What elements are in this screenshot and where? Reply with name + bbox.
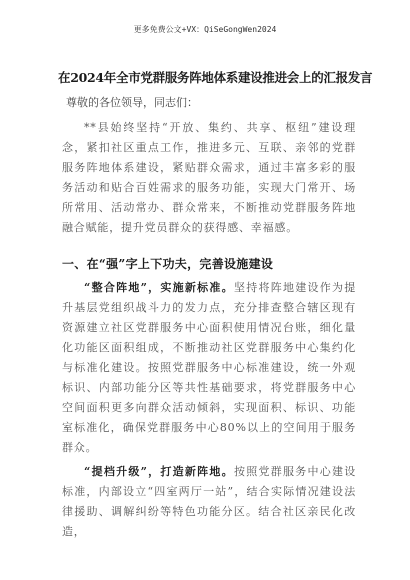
intro-paragraph	[62, 118, 356, 238]
body-paragraph-text	[62, 278, 356, 458]
section-heading: 一、在“强”字上下功夫，完善设施建设	[62, 257, 274, 271]
body-paragraph-text	[62, 462, 356, 542]
paragraph-lead: “整合阵地”，实施新标准。	[84, 281, 234, 294]
intro-paragraph-text: **县始终坚持“开放、集约、共享、枢纽”建设理念，紧扣社区重点工作，推进多元、互联、亲邻的党群服务阵地体系建设，紧贴群众需求，通过丰富多彩的服务活动和贴合百姓需求的服务功能，实现大门常开、场所常用、活动常办、群众常来，不断推动党群服务阵地融合赋能，提升党员群众的获得感、幸福感。	[62, 121, 356, 234]
document-title: 在2024年全市党群服务阵地体系建设推进会上的汇报发言	[58, 70, 373, 85]
paragraph-body: 按照党群服务中心建设标准，内部设立“四室两厅一站”，结合实际情况建设法律援助、调解纠纷等特色功能分区。结合社区亲民化改造，	[62, 465, 357, 538]
promo-header: 更多免费公文+VX：QiSeGongWen2024	[133, 25, 277, 34]
body-paragraph	[62, 278, 356, 458]
paragraph-lead: “提档升级”，打造新阵地。	[84, 465, 234, 478]
greeting: 尊敬的各位领导，同志们：	[66, 96, 198, 109]
body-paragraph	[62, 462, 356, 542]
paragraph-body: 坚持将阵地建设作为提升基层党组织战斗力的发力点，充分排查整合辖区现有资源建立社区党群服务中心面积使用情况台账，细化量化功能区面积组成，不断推动社区党群服务中心集约化与标准化建设。按照党群服务中心标准建设，统一外观标识、内部功能分区等共性基础要求，将党群服务中心空间面积更多向群众活动倾斜，实现面积、标识、功能室标准化，确保党群服务中心80%以上的空间用于服务群众。	[62, 281, 357, 454]
